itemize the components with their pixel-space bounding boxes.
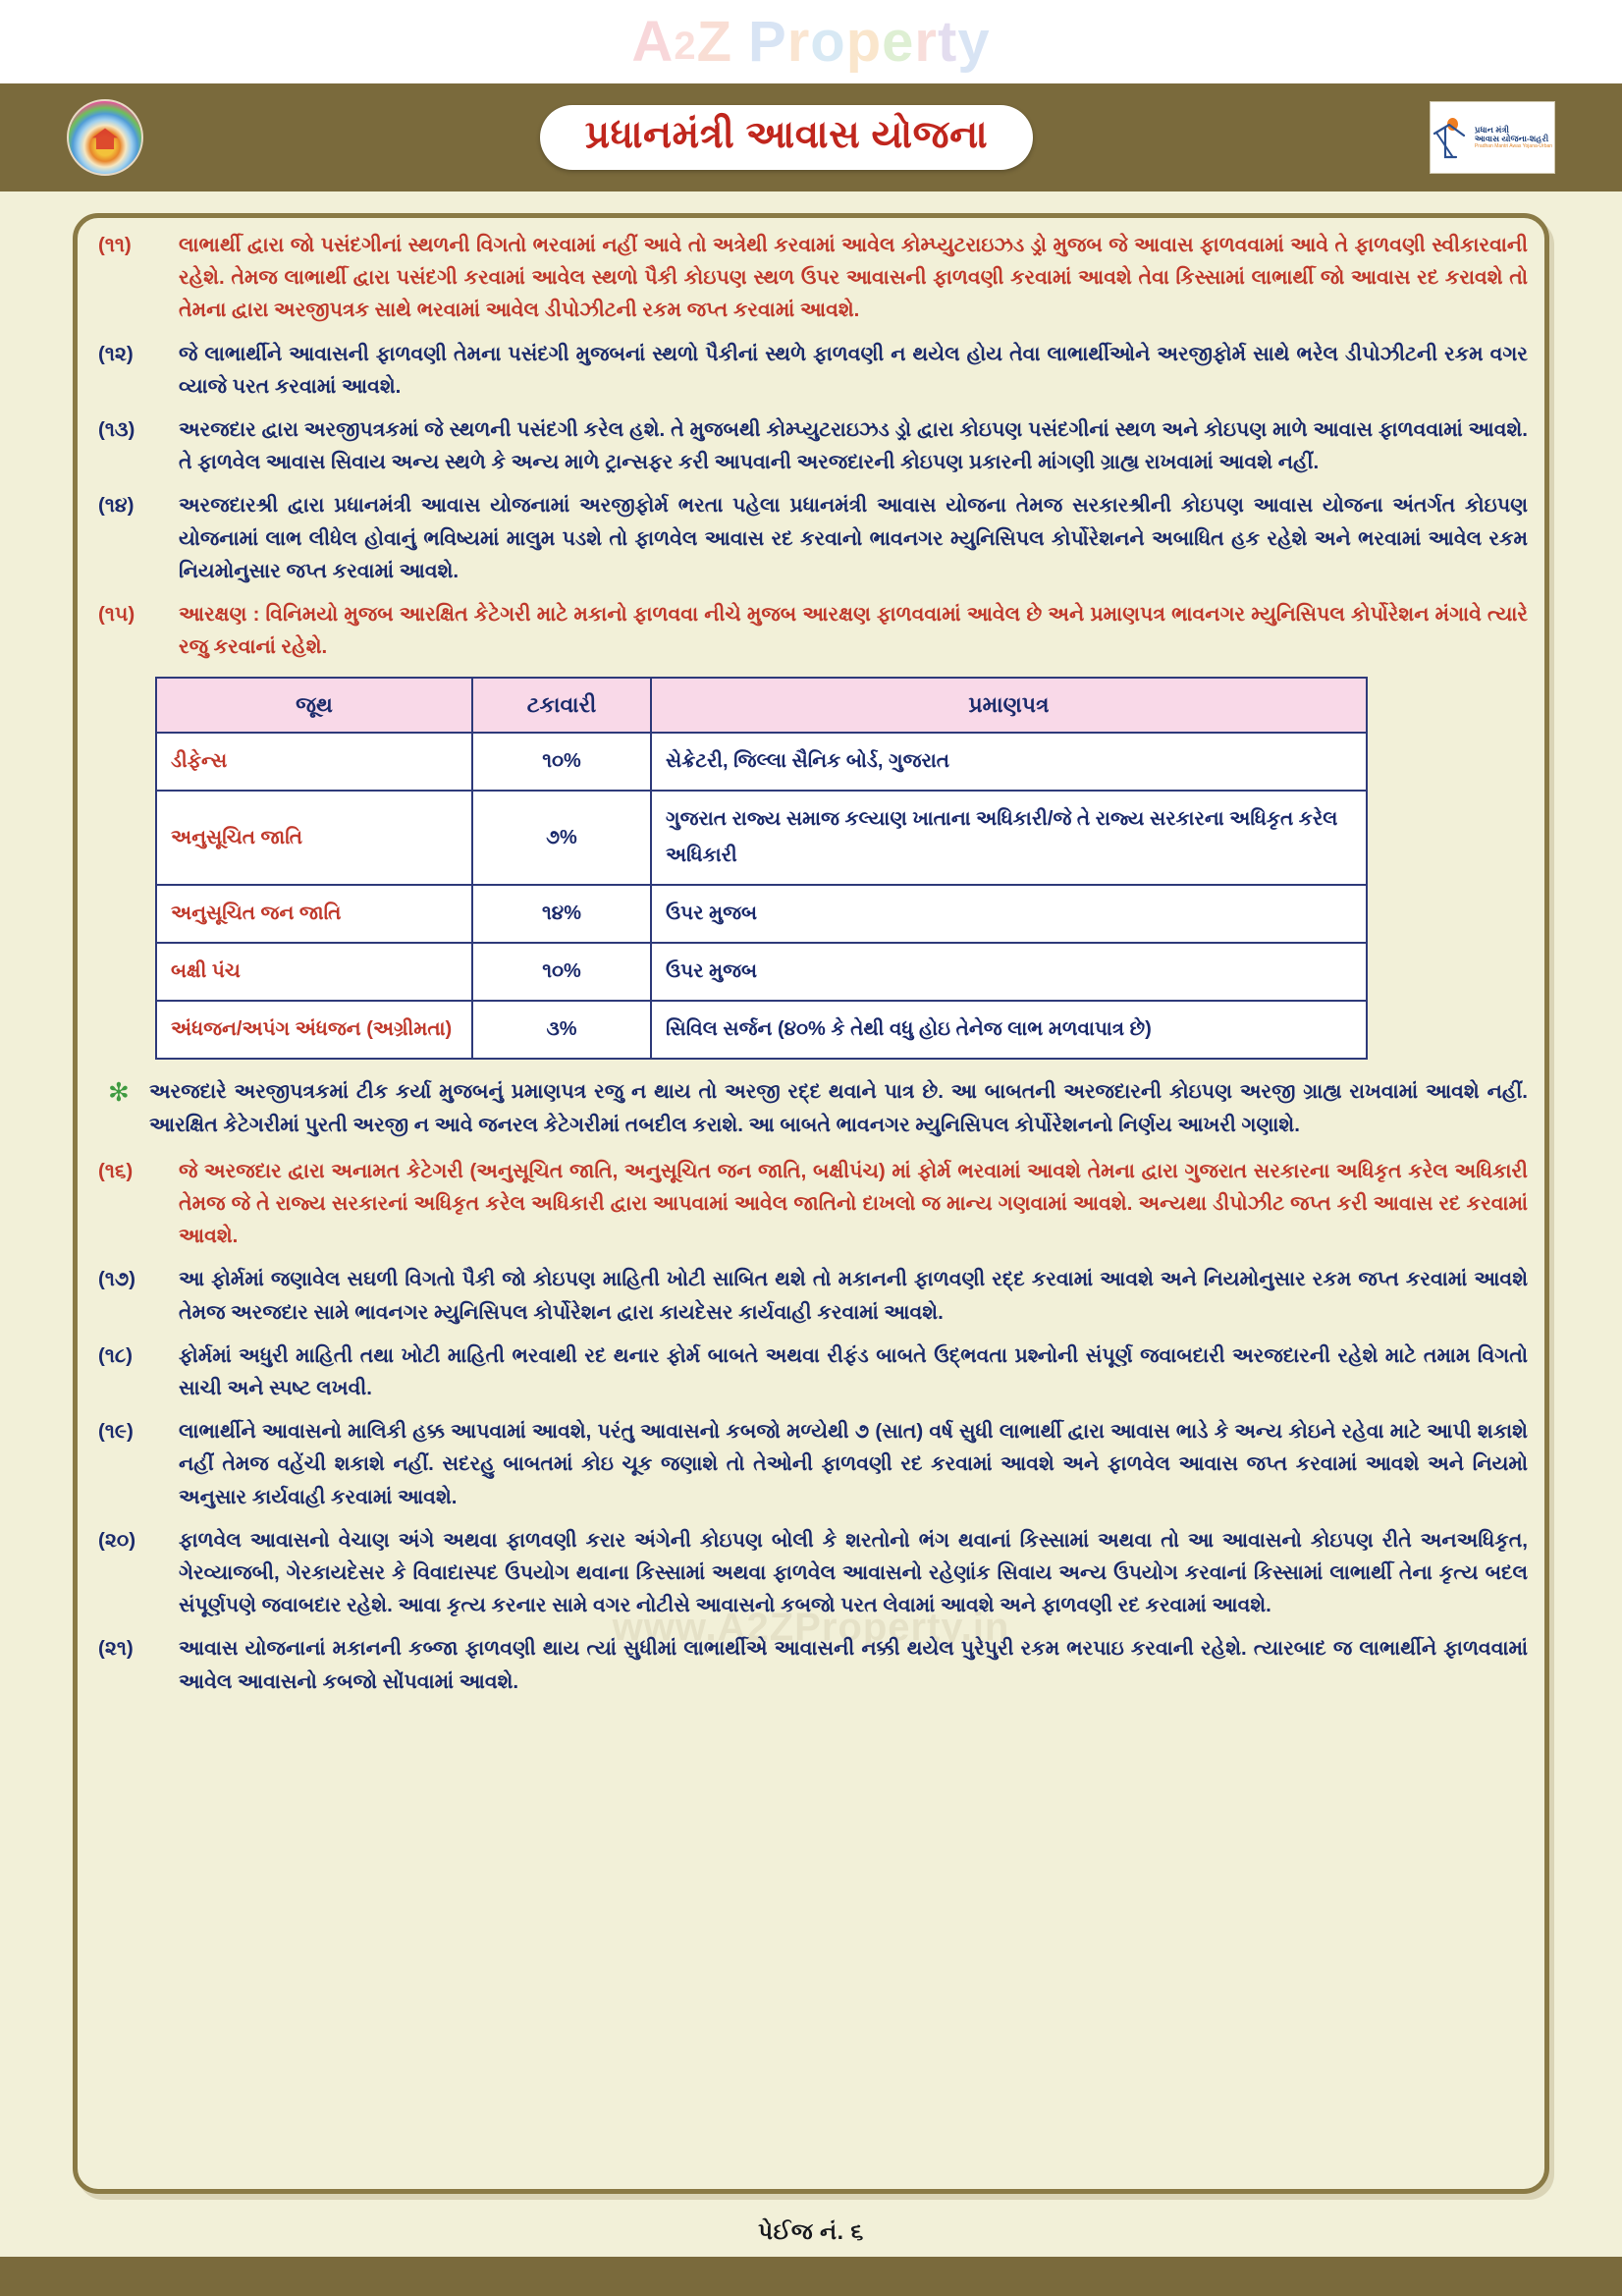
clause-item — [98, 598, 1528, 663]
clause-text: આ ફોર્મમાં જણાવેલ સઘળી વિગતો પૈકી જો કોઇપણ માહિતી ખોટી સાબિત થશે તો મકાનની ફાળવણી રદ્દ કરવામાં આવશે અને નિયમોનુસાર રકમ જપ્ત કરવામાં આવશે તેમજ અરજદાર સામે ભાવનગર મ્યુનિસિપલ કોર્પોરેશન દ્વારા કાયદેસર કાર્યવાહી કરવામાં આવશે. — [179, 1268, 1528, 1324]
clause-text: જે અરજદાર દ્વારા અનામત કેટેગરી (અનુસૂચિત જાતિ, અનુસૂચિત જન જાતિ, બક્ષીપંચ) માં ફોર્મ ભરવામાં આવશે તેમના દ્વારા ગુજરાત સરકારના અધિકૃત કરેલ અધિકારી તેમજ જે તે રાજ્ય સરકારનાં અધિકૃત કરેલ અધિકારી દ્વારા આપવામાં આવેલ જાતિનો દાખલો જ માન્ય ગણવામાં આવશે. અન્યથા ડીપોઝીટ જપ્ત કરી આવાસ રદ કરવામાં આવશે. — [179, 1159, 1528, 1248]
municipal-corporation-emblem-icon — [67, 99, 143, 176]
cell-certificate: ઉપર મુજબ — [651, 885, 1367, 943]
document-content — [98, 229, 1528, 2188]
clause-item — [98, 338, 1528, 403]
clause-text: ફાળવેલ આવાસનો વેચાણ અંગે અથવા ફાળવણી કરાર અંગેની કોઇપણ બોલી કે શરતોનો ભંગ થવાનાં કિસ્સામાં અથવા તો આ આવાસનો કોઇપણ રીતે અનઅધિકૃત, ગેરવ્યાજબી, ગેરકાયદેસર કે વિવાદાસ્પદ ઉપયોગ થવાના કિસ્સામાં અથવા ફાળવેલ આવાસનો રહેણાંક સિવાય અન્ય ઉપયોગ કરવાનાં કિસ્સામાં લાભાર્થી તેના કૃત્ય બદલ સંપૂર્ણપણે જવાબદાર રહેશે. આવા કૃત્ય કરનાર સામે વગર નોટીસે આવાસનો કબજો પરત લેવામાં આવશે અને ફાળવણી રદ કરવામાં આવશે. — [179, 1528, 1528, 1617]
clause-number: (૨૧) — [98, 1637, 134, 1661]
cell-group: અંધજન/અપંગ અંધજન (અગ્રીમતા) — [156, 1001, 472, 1059]
page-footer — [0, 2218, 1622, 2245]
clause-text: આરક્ષણ : વિનિમયો મુજબ આરક્ષિત કેટેગરી માટે મકાનો ફાળવવા નીચે મુજબ આરક્ષણ ફાળવવામાં આવેલ છે અને પ્રમાણપત્ર ભાવનગર મ્યુનિસિપલ કોર્પોરેશન મંગાવે ત્યારે રજુ કરવાનાં રહેશે. — [179, 603, 1528, 659]
document-title-pill — [540, 105, 1033, 170]
clause-text: અરજદારશ્રી દ્વારા પ્રધાનમંત્રી આવાસ યોજનામાં અરજીફોર્મ ભરતા પહેલા પ્રધાનમંત્રી આવાસ યોજના તેમજ સરકારશ્રીની કોઇપણ આવાસ યોજના અંતર્ગત કોઇપણ યોજનામાં લાભ લીધેલ હોવાનું ભવિષ્યમાં માલુમ પડશે તો ફાળવેલ આવાસ રદ કરવાનો ભાવનગર મ્યુનિસિપલ કોર્પોરેશનને અબાધિત હક રહેશે અને ભરવામાં આવેલ રકમ નિયમોનુસાર જપ્ત કરવામાં આવશે. — [179, 494, 1528, 582]
clause-number: (૧૫) — [98, 603, 135, 627]
table-row — [156, 733, 1367, 791]
clause-item — [98, 489, 1528, 587]
clause-text: લાભાર્થી દ્વારા જો પસંદગીનાં સ્થળની વિગતો ભરવામાં નહીં આવે તો અત્રેથી કરવામાં આવેલ કોમ્પ્યુટરાઇઝડ ડ્રો મુજબ જે આવાસ ફાળવવામાં આવે તે ફાળવણી સ્વીકારવાની રહેશે. તેમજ લાભાર્થી દ્વારા પસંદગી કરવામાં આવેલ સ્થળો પૈકી કોઇપણ સ્થળ ઉપર આવાસની ફાળવણી કરવામાં આવશે તેવા કિસ્સામાં લાભાર્થી જો આવાસ રદ કરાવશે તો તેમના દ્વારા અરજીપત્રક સાથે ભરવામાં આવેલ ડીપોઝીટની રકમ જપ્ત કરવામાં આવશે. — [179, 234, 1528, 322]
wordmark-letter-p2: p — [845, 9, 883, 74]
wordmark-letter-2: 2 — [674, 24, 697, 68]
wordmark-letter-a: A — [631, 9, 675, 74]
clause-number: (૧૩) — [98, 418, 135, 442]
asterisk-icon: ✻ — [108, 1077, 130, 1108]
cell-group: ડીફેન્સ — [156, 733, 472, 791]
document-header-band — [0, 83, 1622, 191]
clause-number: (૧૭) — [98, 1268, 135, 1291]
clause-text: આવાસ યોજનાનાં મકાનની કબ્જા ફાળવણી થાય ત્યાં સુધીમાં લાભાર્થીએ આવાસની નક્કી થયેલ પુરેપુરી રકમ ભરપાઇ કરવાની રહેશે. ત્યારબાદ જ લાભાર્થીને ફાળવવામાં આવેલ આવાસનો કબજો સોંપવામાં આવશે. — [179, 1637, 1528, 1693]
cell-percent: ૧૦% — [472, 943, 651, 1001]
wordmark-letter-e: e — [882, 9, 915, 74]
clause-number: (૧૯) — [98, 1420, 134, 1444]
wordmark-letter-o: o — [810, 9, 846, 74]
clause-number: (૧૧) — [98, 234, 132, 256]
cell-percent: ૧૦% — [472, 733, 651, 791]
cell-group: અનુસૂચિત જન જાતિ — [156, 885, 472, 943]
clause-item — [98, 1263, 1528, 1328]
footer-band — [0, 2257, 1622, 2296]
table-header-certificate: પ્રમાણપત્ર — [651, 678, 1367, 733]
table-header-group: જૂથ — [156, 678, 472, 733]
reservation-table-wrapper — [155, 677, 1528, 1060]
clause-number: (૧૬) — [98, 1159, 134, 1182]
wordmark-letter-y: y — [957, 9, 991, 74]
clause-item — [98, 1415, 1528, 1513]
asterisk-note-text: અરજદારે અરજીપત્રકમાં ટીક કર્યા મુજબનું પ્રમાણપત્ર રજુ ન થાય તો અરજી રદ્દ થવાને પાત્ર છે. આ બાબતની અરજદારની કોઇપણ અરજી ગ્રાહ્ય રાખવામાં આવશે નહીં. આરક્ષિત કેટેગરીમાં પુરતી અરજી ન આવે જનરલ કેટેગરીમાં તબદીલ કરાશે. આ બાબતે ભાવનગર મ્યુનિસિપલ કોર્પોરેશનનો નિર્ણય આખરી ગણાશે. — [149, 1080, 1528, 1136]
clause-number: (૧૮) — [98, 1343, 133, 1367]
cell-percent: ૩% — [472, 1001, 651, 1059]
table-header-row — [156, 678, 1367, 733]
pmay-house-icon — [1433, 116, 1472, 159]
clause-text: જે લાભાર્થીને આવાસની ફાળવણી તેમના પસંદગી મુજબનાં સ્થળો પૈકીનાં સ્થળે ફાળવણી ન થયેલ હોય તેવા લાભાર્થીઓને અરજીફોર્મ સાથે ભરેલ ડીપોઝીટની રકમ વગર વ્યાજે પરત કરવામાં આવશે. — [179, 342, 1528, 398]
clause-item — [98, 1524, 1528, 1622]
cell-certificate: સિવિલ સર્જન (૪૦% કે તેથી વધુ હોઇ તેનેજ લાભ મળવાપાત્ર છે) — [651, 1001, 1367, 1059]
page-number-label: પેઈજ નં. ૬ — [758, 2218, 864, 2244]
wordmark-letter-r2: r — [914, 9, 938, 74]
table-header-percent: ટકાવારી — [472, 678, 651, 733]
clause-item — [98, 1155, 1528, 1253]
wordmark-letter-z: Z — [696, 9, 732, 74]
pmay-logo-line2: આવાસ યોજના-શહરી — [1474, 133, 1549, 143]
clause-item — [98, 1339, 1528, 1404]
pmay-urban-logo — [1430, 101, 1555, 174]
cell-percent: ૧૪% — [472, 885, 651, 943]
table-row — [156, 943, 1367, 1001]
cell-group: બક્ષી પંચ — [156, 943, 472, 1001]
a2z-property-wordmark — [631, 9, 991, 74]
table-row — [156, 885, 1367, 943]
clause-text: અરજદાર દ્વારા અરજીપત્રકમાં જે સ્થળની પસંદગી કરેલ હશે. તે મુજબથી કોમ્પ્યુટરાઇઝડ ડ્રો દ્વારા કોઇપણ પસંદગીનાં સ્થળ અને કોઇપણ માળે આવાસ ફાળવવામાં આવશે. તે ફાળવેલ આવાસ સિવાય અન્ય સ્થળે કે અન્ય માળે ટ્રાન્સફર કરી આપવાની અરજદારની કોઇપણ પ્રકારની માંગણી ગ્રાહ્ય રાખવામાં આવશે નહીં. — [179, 418, 1528, 474]
cell-percent: ૭% — [472, 791, 651, 885]
pmay-logo-line3: Pradhan Mantri Awas Yojana-Urban — [1474, 142, 1553, 149]
clause-number: (૧૨) — [98, 342, 134, 365]
cell-group: અનુસૂચિત જાતિ — [156, 791, 472, 885]
wordmark-letter-t: t — [937, 9, 958, 74]
cell-certificate: સેક્રેટરી, જિલ્લા સૈનિક બોર્ડ, ગુજરાત — [651, 733, 1367, 791]
clause-number: (૧૪) — [98, 494, 135, 518]
clause-text: લાભાર્થીને આવાસનો માલિકી હક્ક આપવામાં આવશે, પરંતુ આવાસનો કબજો મળ્યેથી ૭ (સાત) વર્ષ સુધી લાભાર્થી દ્વારા આવાસ ભાડે કે અન્ય કોઇને રહેવા માટે આપી શકાશે નહીં તેમજ વહેંચી શકાશે નહીં. સદરહુ બાબતમાં કોઇ ચૂક જણાશે તો તેઓની ફાળવણી રદ કરવામાં આવશે અને ફાળવેલ આવાસ જપ્ત કરવામાં આવશે અને નિયમો અનુસાર કાર્યવાહી કરવામાં આવશે. — [179, 1420, 1528, 1508]
pmay-logo-line1: પ્રધાન મંત્રી — [1474, 124, 1509, 135]
pmay-roof-glyph — [1433, 124, 1472, 161]
document-page-body — [0, 191, 1622, 2296]
reservation-table — [155, 677, 1368, 1060]
table-row — [156, 791, 1367, 885]
cell-certificate: ઉપર મુજબ — [651, 943, 1367, 1001]
wordmark-letter-r: r — [786, 9, 811, 74]
clause-text: ફોર્મમાં અધુરી માહિતી તથા ખોટી માહિતી ભરવાથી રદ થનાર ફોર્મ બાબતે અથવા રીફંડ બાબતે ઉદ્ભવતા પ્રશ્નોની સંપૂર્ણ જવાબદારી અરજદારની રહેશે માટે તમામ વિગતો સાચી અને સ્પષ્ટ લખવી. — [179, 1343, 1528, 1400]
clause-item — [98, 229, 1528, 327]
page-title: પ્રધાનમંત્રી આવાસ યોજના — [584, 114, 989, 156]
wordmark-letter-p: P — [748, 9, 787, 74]
asterisk-note — [98, 1075, 1528, 1140]
cell-certificate: ગુજરાત રાજ્ય સમાજ કલ્યાણ ખાતાના અધિકારી/જે તે રાજ્ય સરકારના અધિકૃત કરેલ અધિકારી — [651, 791, 1367, 885]
clause-item — [98, 413, 1528, 478]
clause-item — [98, 1632, 1528, 1697]
table-row — [156, 1001, 1367, 1059]
brand-watermark-strip — [0, 0, 1622, 83]
clause-number: (૨૦) — [98, 1528, 136, 1552]
